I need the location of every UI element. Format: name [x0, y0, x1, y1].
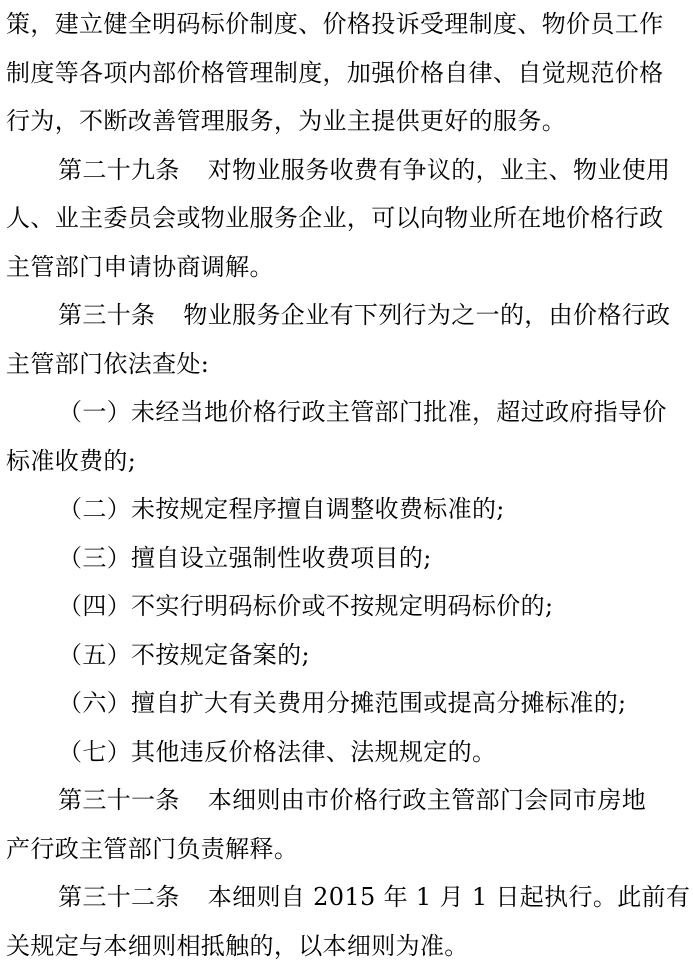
- article-number: 第三十一条: [58, 786, 180, 814]
- article-29-first-line: [6, 146, 690, 195]
- article-31-first-line: [6, 776, 690, 825]
- article-number: 第三十二条: [58, 883, 180, 911]
- text-line: 产行政主管部门负责解释。: [6, 834, 299, 863]
- article-text: 本细则自 2015 年 1 月 1 日起执行。此前有: [207, 883, 691, 911]
- text-line: 策，建立健全明码标价制度、价格投诉受理制度、物价员工作: [6, 10, 664, 38]
- article-32-first-line: [6, 873, 690, 922]
- list-item: （二）未按规定程序擅自调整收费标准的;: [58, 495, 505, 523]
- text-line: 人、业主委员会或物业服务企业，可以向物业所在地价格行政: [6, 204, 664, 232]
- text-line: 主管部门申请协商调解。: [6, 252, 274, 281]
- article-text: 对物业服务收费有争议的，业主、物业使用: [207, 155, 671, 184]
- text-line: 主管部门依法查处:: [6, 349, 210, 378]
- article-text: 本细则由市价格行政主管部门会同市房地: [207, 786, 647, 814]
- article-number: 第二十九条: [58, 155, 180, 184]
- text-line: 关规定与本细则相抵触的，以本细则为准。: [6, 931, 469, 960]
- list-item: （六）擅自扩大有关费用分摊范围或提高分摊标准的;: [58, 689, 627, 717]
- list-item: （五）不按规定备案的;: [58, 640, 310, 669]
- document-body: [6, 0, 690, 970]
- article-30-first-line: [6, 291, 690, 340]
- text-line: 制度等各项内部价格管理制度，加强价格自律、自觉规范价格: [6, 58, 664, 87]
- list-item: （七）其他违反价格法律、法规规定的。: [58, 737, 497, 766]
- article-number: 第三十条: [58, 301, 156, 329]
- article-text: 物业服务企业有下列行为之一的，由价格行政: [183, 301, 671, 329]
- list-item: （一）未经当地价格行政主管部门批准，超过政府指导价: [58, 398, 667, 426]
- list-item: （四）不实行明码标价或不按规定明码标价的;: [58, 592, 554, 620]
- text-line: 标准收费的;: [6, 446, 137, 475]
- text-line: 行为，不断改善管理服务，为业主提供更好的服务。: [6, 107, 567, 135]
- list-item: （三）擅自设立强制性收费项目的;: [58, 543, 432, 572]
